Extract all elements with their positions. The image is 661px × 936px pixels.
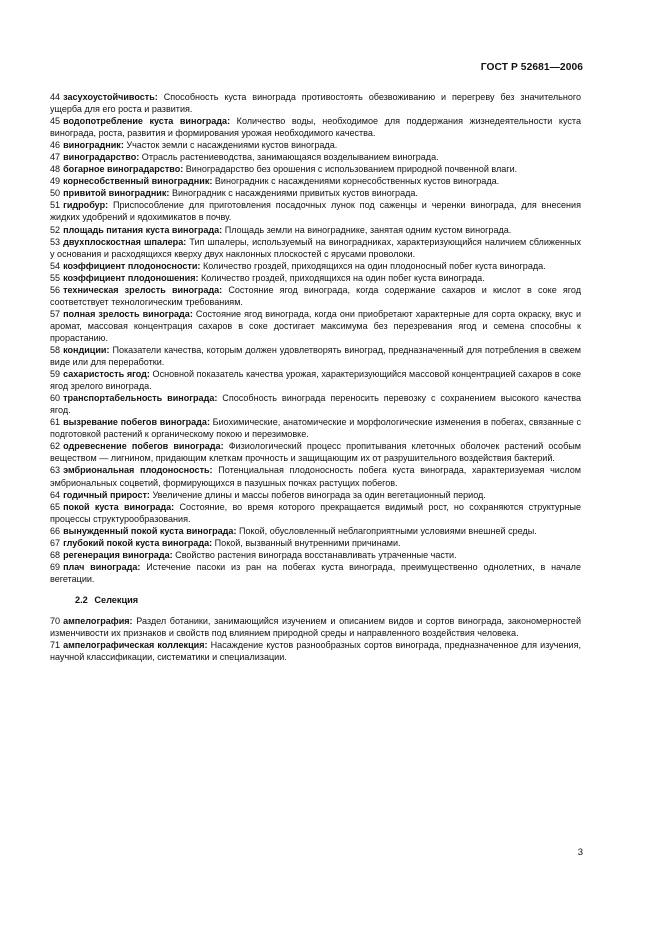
term-definition: Биохимические, анатомические и морфологические изменения в побегах, связанные с подготовкой растений к органическому покою и перезимовке. (50, 417, 581, 440)
section-title: Селекция (94, 594, 139, 605)
term-definition: Состояние ягод винограда, когда они приобретают характерные для сорта окраску, вкус и аромат, массовая концентрация сахаров в соке достигает максимума без перезревания ягод и семена способны к прорастанию. (50, 308, 581, 343)
term-entry (50, 489, 581, 501)
term-entry (50, 115, 581, 139)
term-entry (50, 151, 581, 163)
term-definition: Раздел ботаники, занимающийся изучением и описанием видов и сортов винограда, закономерностей изменчивости их признаков и свойств под влиянием природной среды и направленного воздействия человека. (50, 615, 581, 638)
term-number: 55 (50, 272, 61, 283)
term-number: 67 (50, 537, 61, 548)
term-list-selection (50, 615, 581, 663)
term-entry (50, 615, 581, 639)
term-number: 45 (50, 116, 61, 127)
term-definition: Покой, обусловленный неблагоприятными условиями внешней среды. (238, 525, 537, 536)
term-name: вызревание побегов винограда: (63, 417, 210, 428)
term-number: 52 (50, 224, 61, 235)
term-entry (50, 163, 581, 175)
term-entry (50, 501, 581, 525)
term-name: техническая зрелость винограда: (63, 284, 223, 295)
term-name: ампелографическая коллекция: (63, 640, 208, 651)
term-entry (50, 224, 581, 236)
term-name: гидробур: (63, 200, 109, 211)
term-entry (50, 308, 581, 344)
term-number: 64 (50, 489, 61, 500)
term-entry (50, 272, 581, 284)
term-entry (50, 440, 581, 464)
term-definition: Истечение пасоки из ран на побегах куста винограда, преимущественно однолетних, в начале вегетации. (50, 561, 581, 584)
term-entry (50, 175, 581, 187)
term-name: покой куста винограда: (63, 501, 175, 512)
term-definition: Насаждение кустов разнообразных сортов винограда, предназначенное для изучения, научной классификации, систематики и специализации. (50, 640, 581, 663)
term-entry (50, 392, 581, 416)
term-definition: Виноградник с насаждениями привитых кустов винограда. (171, 188, 418, 199)
term-definition: Приспособление для приготовления посадочных лунок под саженцы и черенки винограда, для внесения жидких удобрений и ядохимикатов в почву. (50, 200, 582, 223)
term-definition: Способность куста винограда противостоять обезвоживанию и перегреву без значительного ущерба для его роста и развития. (50, 92, 581, 115)
term-entry (50, 464, 581, 488)
term-number: 48 (50, 164, 61, 175)
term-number: 66 (50, 525, 61, 536)
term-name: коэффициент плодоносности: (63, 260, 201, 271)
term-name: виноградарство: (63, 152, 140, 163)
term-name: одревеснение побегов винограда: (63, 441, 224, 452)
term-definition: Площадь земли на винограднике, занятая одним кустом винограда. (224, 224, 512, 235)
page-number: 3 (577, 847, 583, 858)
term-entry (50, 549, 581, 561)
term-number: 47 (50, 152, 61, 163)
term-definition: Физиологический процесс пропитывания клеточных оболочек растений особым веществом — лигнином, придающим клеткам прочность и защищающим их от разрушительного воздействия бактерий. (50, 441, 581, 464)
term-entry (50, 260, 581, 272)
term-definition: Участок земли с насаждениями кустов винограда. (126, 140, 338, 151)
term-name: глубокий покой куста винограда: (63, 537, 213, 548)
section-number: 2.2 (75, 594, 88, 605)
term-definition: Виноградник с насаждениями корнесобственных кустов винограда. (214, 176, 500, 187)
term-definition: Основной показатель качества урожая, характеризующийся массовой концентрацией сахаров в соке ягод зрелого винограда. (50, 369, 581, 392)
term-name: привитой виноградник: (63, 188, 170, 199)
term-definition: Покой, вызванный внутренними причинами. (214, 537, 401, 548)
term-name: вынужденный покой куста винограда: (63, 525, 237, 536)
term-entry (50, 525, 581, 537)
term-number: 65 (50, 501, 61, 512)
term-name: двухплоскостная шпалера: (63, 236, 187, 247)
term-number: 56 (50, 284, 61, 295)
term-name: засухоустойчивость: (63, 92, 158, 102)
term-definition: Увеличение длины и массы побегов винограда за один вегетационный период. (152, 489, 486, 500)
term-definition: Способность винограда переносить перевозку с сохранением высокого качества ягод. (50, 393, 581, 416)
term-name: ампелография: (63, 615, 133, 626)
term-number: 68 (50, 549, 61, 560)
term-number: 49 (50, 176, 61, 187)
term-number: 59 (50, 369, 61, 380)
term-entry (50, 416, 581, 440)
term-name: виноградник: (63, 140, 124, 151)
term-name: регенерация винограда: (63, 549, 173, 560)
term-entry (50, 139, 581, 151)
term-definition: Состояние ягод винограда, когда содержание сахаров и кислот в соке ягод соответствует технологическим требованиям. (50, 284, 581, 307)
term-entry (50, 236, 581, 260)
term-definition: Отрасль растениеводства, занимающаяся возделыванием винограда. (141, 152, 439, 163)
section-heading (75, 594, 581, 606)
term-number: 57 (50, 308, 61, 319)
term-entry (50, 344, 581, 368)
term-number: 62 (50, 441, 61, 452)
term-number: 58 (50, 344, 61, 355)
term-entry (50, 368, 581, 392)
term-definition: Количество гроздей, приходящихся на один побег куста винограда. (201, 272, 485, 283)
term-entry (50, 199, 581, 223)
term-number: 61 (50, 417, 61, 428)
term-name: площадь питания куста винограда: (63, 224, 223, 235)
term-number: 50 (50, 188, 61, 199)
term-definition: Количество воды, необходимое для поддержания жизнедеятельности куста винограда, роста, развития и формирования урожая необходимого качества. (50, 116, 582, 139)
term-definition: Количество гроздей, приходящихся на один плодоносный побег куста винограда. (202, 260, 546, 271)
term-number: 70 (50, 615, 61, 626)
term-name: эмбриональная плодоносность: (63, 465, 213, 476)
term-definition: Потенциальная плодоносность побега куста винограда, характеризуемая числом эмбриональных соцветий, формирующихся в пазушных почках растущих побегов. (50, 465, 581, 488)
term-entry (50, 561, 581, 585)
term-name: плач винограда: (63, 561, 141, 572)
term-name: коэффициент плодоношения: (63, 272, 199, 283)
term-entry (50, 284, 581, 308)
term-definition: Виноградарство без орошения с использованием природной почвенной влаги. (185, 164, 518, 175)
term-number: 44 (50, 92, 61, 102)
term-name: богарное виноградарство: (63, 164, 184, 175)
standard-code: ГОСТ Р 52681—2006 (480, 62, 583, 73)
term-name: корнесобственный виноградник: (63, 176, 213, 187)
term-definition: Состояние, во время которого прекращается видимый рост, но сохраняются структурные процессы структурообразования. (50, 501, 582, 524)
term-list-general (50, 91, 581, 585)
term-number: 63 (50, 465, 61, 476)
term-number: 46 (50, 140, 61, 151)
term-definition: Тип шпалеры, используемый на виноградниках, характеризующийся наличием сближенных у основания и расходящихся кверху двух наклонных плоскостей с ярусами проволоки. (50, 236, 581, 259)
term-name: полная зрелость винограда: (63, 308, 193, 319)
term-number: 71 (50, 640, 61, 651)
term-entry (50, 91, 581, 115)
term-number: 51 (50, 200, 61, 211)
term-entry (50, 639, 581, 663)
term-number: 69 (50, 561, 61, 572)
term-name: годичный прирост: (63, 489, 150, 500)
term-definition: Показатели качества, которым должен удовлетворять виноград, предназначенный для потребления в свежем виде или для переработки. (50, 344, 582, 368)
term-number: 60 (50, 393, 61, 404)
term-definition: Свойство растения винограда восстанавливать утраченные части. (175, 549, 457, 560)
term-name: сахаристость ягод: (63, 369, 150, 380)
term-name: водопотребление куста винограда: (63, 116, 231, 127)
term-entry (50, 187, 581, 199)
term-entry (50, 537, 581, 549)
term-name: транспортабельность винограда: (63, 393, 218, 404)
term-number: 53 (50, 236, 61, 247)
term-number: 54 (50, 260, 61, 271)
document-body (50, 91, 581, 663)
term-name: кондиции: (63, 344, 110, 355)
